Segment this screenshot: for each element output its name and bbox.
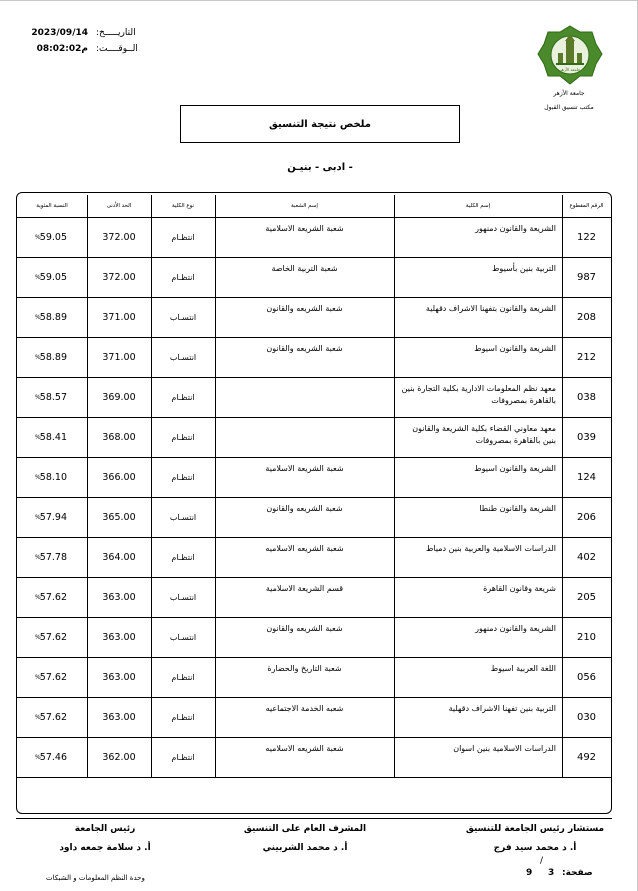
cell-college: الشريعة والقانون بتفهنا الاشراف دقهلية [425, 304, 556, 313]
cell-branch: شعبة الشريعة الاسلامية [265, 464, 344, 473]
col-header-pct: النسبة المئوية [36, 203, 68, 209]
table-row [17, 498, 611, 538]
percent-sign: % [35, 714, 41, 721]
table-row [17, 458, 611, 498]
cell-type: انتسـاب [169, 633, 197, 642]
col-header-branch: إسم الشعبة [291, 203, 318, 209]
page-edge-top [0, 0, 638, 1]
cell-pct: 57.94 [39, 512, 67, 523]
table-row [17, 298, 611, 338]
cell-min: 372.00 [102, 272, 136, 283]
table-row [17, 258, 611, 298]
cell-type: انتظـام [171, 753, 195, 762]
table-row [17, 378, 611, 418]
cell-min: 362.00 [102, 752, 136, 763]
signature-president-title: رئيس الجامعة [74, 824, 136, 834]
cell-branch: شعبة الشريعه والقانون [266, 344, 343, 353]
col-rule [87, 195, 88, 777]
cell-college: معهد نظم المعلومات الادارية بكلية التجارة بنين بالقاهرة بمصروفات [401, 384, 556, 405]
cell-min: 371.00 [102, 312, 136, 323]
cell-code: 402 [576, 552, 597, 563]
cell-code: 122 [576, 232, 597, 243]
col-rule [562, 195, 563, 777]
col-rule [215, 195, 216, 777]
time-value: 08:02:02م [36, 44, 88, 54]
percent-sign: % [35, 434, 41, 441]
col-rule [394, 195, 395, 777]
cell-min: 363.00 [102, 712, 136, 723]
cell-college: الشريعة والقانون دمنهور [475, 624, 556, 633]
table-row [17, 618, 611, 658]
cell-type: انتظـام [171, 473, 195, 482]
cell-min: 371.00 [102, 352, 136, 363]
col-header-code: الرقم المقطوع [569, 203, 604, 209]
col-header-college: إسم الكلية [465, 203, 491, 209]
cell-code: 039 [576, 432, 597, 443]
cell-branch: شعبة التربية الخاصة [271, 264, 338, 273]
cell-branch: شعبة الشريعة الاسلامية [265, 224, 344, 233]
cell-branch: شعبة الشريعه والقانون [266, 304, 343, 313]
cell-code: 492 [576, 752, 597, 763]
col-header-type: نوع الكلية [171, 203, 195, 209]
table-row [17, 218, 611, 258]
percent-sign: % [35, 554, 41, 561]
cell-college: الشريعة والقانون اسيوط [474, 344, 556, 353]
cell-min: 368.00 [102, 432, 136, 443]
cell-pct: 58.10 [39, 472, 67, 483]
report-title: ملخص نتيجة التنسيق [180, 105, 460, 143]
table-header-row [17, 195, 611, 218]
cell-college: الشريعة والقانون دمنهور [475, 224, 556, 233]
percent-sign: % [35, 274, 41, 281]
cell-min: 366.00 [102, 472, 136, 483]
cell-pct: 58.57 [39, 392, 67, 403]
cell-code: 212 [576, 352, 597, 363]
signature-president-name: أ. د سلامة جمعه داود [59, 843, 151, 853]
cell-code: 987 [576, 272, 597, 283]
cell-pct: 58.89 [39, 352, 67, 363]
percent-sign: % [35, 314, 41, 321]
cell-college: التربية بنين بأسيوط [492, 264, 556, 273]
date-value: 2023/09/14 [31, 28, 88, 38]
col-rule [151, 195, 152, 777]
page-label: صفحة: [562, 868, 593, 878]
table-row [17, 338, 611, 378]
cell-code: 056 [576, 672, 597, 683]
cell-pct: 57.62 [39, 712, 67, 723]
percent-sign: % [35, 634, 41, 641]
cell-college: الدراسات الاسلامية والعربية بنين دمياط [425, 544, 556, 553]
cell-code: 030 [576, 712, 597, 723]
report-subtitle: - ادبى - بنيـن [287, 162, 353, 173]
cell-pct: 57.46 [39, 752, 67, 763]
page-separator: / [540, 856, 544, 866]
cell-college: الشريعة والقانون طنطا [479, 504, 556, 513]
cell-pct: 57.62 [39, 672, 67, 683]
cell-pct: 58.41 [39, 432, 67, 443]
table-row [17, 738, 611, 778]
cell-branch: شعبة الشريعه الاسلاميه [265, 744, 344, 753]
cell-type: انتظـام [171, 673, 195, 682]
cell-min: 365.00 [102, 512, 136, 523]
signature-advisor-name: أ. د محمد سيد فرج [493, 843, 577, 853]
cell-type: انتظـام [171, 553, 195, 562]
table-row [17, 578, 611, 618]
cell-pct: 57.62 [39, 632, 67, 643]
cell-pct: 57.62 [39, 592, 67, 603]
cell-pct: 59.05 [39, 232, 67, 243]
cell-branch: قسم الشريعة الاسلامية [265, 584, 344, 593]
col-header-min: الحد الأدنى [106, 203, 132, 209]
percent-sign: % [35, 474, 41, 481]
cell-code: 205 [576, 592, 597, 603]
cell-type: انتسـاب [169, 593, 197, 602]
percent-sign: % [35, 514, 41, 521]
cell-min: 363.00 [102, 592, 136, 603]
signature-supervisor-name: أ. د محمد الشربيني [262, 843, 348, 853]
cell-college: اللغة العربية اسيوط [490, 664, 556, 673]
percent-sign: % [35, 674, 41, 681]
cell-branch: شعبة الشريعه والقانون [266, 624, 343, 633]
cell-code: 208 [576, 312, 597, 323]
cell-code: 038 [576, 392, 597, 403]
percent-sign: % [35, 354, 41, 361]
signature-advisor-title: مستشار رئيس الجامعة للتنسيق [465, 824, 605, 834]
cell-branch: شعبة التاريخ والحضارة [267, 664, 342, 673]
cell-min: 364.00 [102, 552, 136, 563]
cell-pct: 58.89 [39, 312, 67, 323]
percent-sign: % [35, 594, 41, 601]
cell-type: انتسـاب [169, 353, 197, 362]
cell-pct: 59.05 [39, 272, 67, 283]
table-row [17, 418, 611, 458]
cell-college: الشريعة والقانون اسيوط [474, 464, 556, 473]
cell-college: معهد معاوني القضاء بكلية الشريعة والقانون بنين بالقاهرة بمصروفات [412, 424, 556, 445]
footer-rule [16, 818, 612, 819]
cell-branch [215, 378, 394, 417]
cell-pct: 57.78 [39, 552, 67, 563]
cell-branch [215, 418, 394, 457]
percent-sign: % [35, 754, 41, 761]
cell-type: انتظـام [171, 233, 195, 242]
cell-branch: شعبة الشريعه والقانون [266, 504, 343, 513]
time-label: الــوقــــت: [96, 44, 138, 54]
percent-sign: % [35, 394, 41, 401]
cell-type: انتظـام [171, 273, 195, 282]
cell-college: الدراسات الاسلامية بنين اسوان [453, 744, 556, 753]
cell-type: انتظـام [171, 433, 195, 442]
cell-college: التربية بنين تفهنا الاشراف دقهلية [448, 704, 556, 713]
date-label: التاريـــــخ: [96, 28, 136, 38]
cell-code: 206 [576, 512, 597, 523]
cell-type: انتظـام [171, 713, 195, 722]
logo-caption-university: جامعة الأزهر [553, 90, 585, 97]
cell-code: 124 [576, 472, 597, 483]
cell-type: انتظـام [171, 393, 195, 402]
cell-code: 210 [576, 632, 597, 643]
page-current: 3 [548, 868, 555, 878]
unit-label: وحدة النظم المعلومات و الشبكات [46, 874, 145, 882]
signature-supervisor-title: المشرف العام على التنسيق [243, 824, 367, 834]
cell-min: 372.00 [102, 232, 136, 243]
cell-type: انتسـاب [169, 313, 197, 322]
al-azhar-logo-icon [536, 24, 604, 86]
cell-branch: شعبة الشريعه الاسلاميه [265, 544, 344, 553]
cell-min: 369.00 [102, 392, 136, 403]
cell-college: شريعة وقانون القاهرة [483, 584, 556, 593]
logo-seal-text: جامعة الأزهر [559, 67, 581, 72]
cell-min: 363.00 [102, 672, 136, 683]
cell-type: انتسـاب [169, 513, 197, 522]
table-row [17, 698, 611, 738]
logo-caption-office: مكتب تنسيق القبول [544, 104, 594, 111]
page-total: 9 [526, 868, 533, 878]
percent-sign: % [35, 234, 41, 241]
table-row [17, 658, 611, 698]
cell-branch: شعبه الخدمة الاجتماعيه [265, 704, 344, 713]
table-row [17, 538, 611, 578]
cell-min: 363.00 [102, 632, 136, 643]
